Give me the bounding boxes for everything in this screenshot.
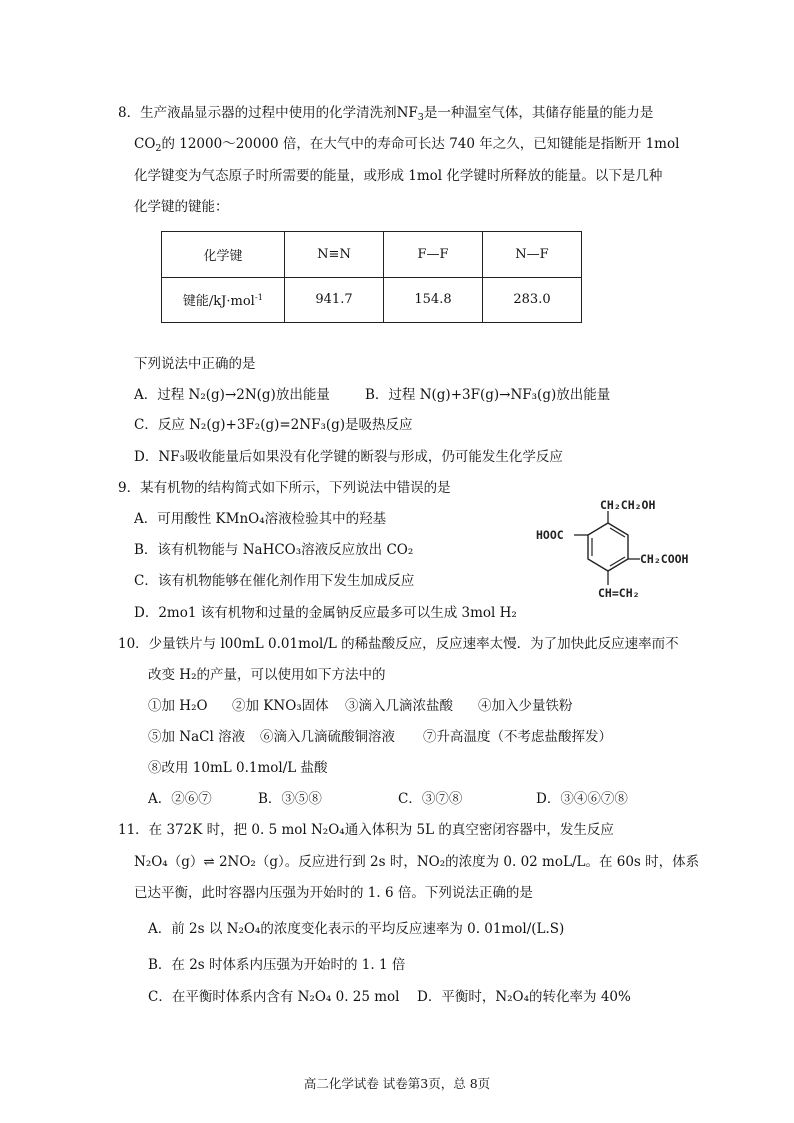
q9-option-d: D．2mo1 该有机物和过量的金属钠反应最多可以生成 3mol H₂ <box>134 605 517 621</box>
q8-option-c: C．反应 N₂(g)+3F₂(g)=2NF₃(g)是吸热反应 <box>134 417 413 433</box>
bond-energy-table <box>161 231 582 323</box>
substituent-top: CH₂CH₂OH <box>600 498 656 512</box>
q10-method-2: ②加 KNO₃固体 <box>232 698 329 714</box>
substituent-right: CH₂COOH <box>640 552 689 566</box>
q11-option-d: D．平衡时，N₂O₄的转化率为 40% <box>417 989 631 1005</box>
table-header-cell: N—F <box>483 232 582 278</box>
q8-line-4: 化学键的键能： <box>134 199 229 215</box>
q9-option-b: B．该有机物能与 NaHCO₃溶液反应放出 CO₂ <box>134 542 414 558</box>
substituent-bottom: CH=CH₂ <box>598 586 640 600</box>
q10-option-c: C．③⑦⑧ <box>398 791 463 807</box>
q9-option-c: C．该有机物能够在催化剂作用下发生加成反应 <box>134 573 415 589</box>
q11-line-1: 11．在 372K 时，把 0. 5 mol N₂O₄通入体积为 5L 的真空密闭容器中，发生反应 <box>118 822 614 838</box>
q11-option-c: C．在平衡时体系内含有 N₂O₄ 0. 25 mol <box>148 989 400 1005</box>
q11-line-2: N₂O₄（g）⇌ 2NO₂（g）。反应进行到 2s 时，NO₂的浓度为 0. 02 moL/L。在 60s 时，体系 <box>134 854 700 870</box>
q11-option-b: B．在 2s 时体系内压强为开始时的 1. 1 倍 <box>148 957 406 973</box>
q10-option-d: D．③④⑥⑦⑧ <box>536 791 628 807</box>
q8-line-3: 化学键变为气态原子时所需要的能量，或形成 1mol 化学键时所释放的能量。以下是几种 <box>134 168 663 184</box>
q8-prompt: 下列说法中正确的是 <box>134 356 256 372</box>
table-row-label: 键能/kJ·mol$^{-1}$ <box>162 277 285 323</box>
q10-method-1: ①加 H₂O <box>148 698 208 714</box>
q10-line-2: 改变 H₂的产量，可以使用如下方法中的 <box>148 667 386 683</box>
q9-stem: 9．某有机物的结构简式如下所示，下列说法中错误的是 <box>118 480 451 496</box>
table-cell: 283.0 <box>483 277 582 323</box>
table-cell: 941.7 <box>285 277 384 323</box>
page-footer: 高二化学试卷 试卷第3页，总 8页 <box>303 1076 491 1091</box>
q10-method-8: ⑧改用 10mL 0.1mol/L 盐酸 <box>148 760 328 776</box>
q8-line-1: 8．生产液晶显示器的过程中使用的化学清洗剂$NF_3$是一种温室气体，其储存能量的能力是 <box>118 105 654 123</box>
table-row <box>162 232 582 278</box>
table-row <box>162 277 582 323</box>
q11-option-a: A．前 2s 以 N₂O₄的浓度变化表示的平均反应速率为 0. 01mol/(L.S) <box>148 921 565 937</box>
table-header-cell: N≡N <box>285 232 384 278</box>
structural-formula <box>530 495 710 607</box>
table-header-cell: F—F <box>384 232 483 278</box>
benzene-ring <box>588 523 628 571</box>
q10-method-6: ⑥滴入几滴硫酸铜溶液 <box>260 729 395 745</box>
q8-option-d: D．NF₃吸收能量后如果没有化学键的断裂与形成，仍可能发生化学反应 <box>134 449 563 465</box>
q10-option-b: B．③⑤⑧ <box>258 791 322 807</box>
q10-line-1: 10．少量铁片与 l00mL 0.01mol/L 的稀盐酸反应，反应速率太慢．为了加快此反应速率而不 <box>118 636 679 652</box>
q8-option-a: A．过程 N₂(g)→2N(g)放出能量 <box>134 387 330 403</box>
q11-line-3: 已达平衡，此时容器内压强为开始时的 1. 6 倍。下列说法正确的是 <box>134 885 533 901</box>
q10-method-4: ④加入少量铁粉 <box>478 698 573 714</box>
q8-option-b: B．过程 N(g)+3F(g)→NF₃(g)放出能量 <box>365 387 611 403</box>
table-cell: 154.8 <box>384 277 483 323</box>
q10-method-3: ③滴入几滴浓盐酸 <box>345 698 453 714</box>
q9-option-a: A．可用酸性 KMnO₄溶液检验其中的羟基 <box>134 511 387 527</box>
substituent-left: HOOC <box>536 528 564 542</box>
table-header-cell: 化学键 <box>162 232 285 278</box>
q10-option-a: A．②⑥⑦ <box>148 791 212 807</box>
q8-line-2: $CO_2$的 12000～20000 倍，在大气中的寿命可长达 740 年之久，已知键能是指断开 1mol <box>134 136 680 154</box>
q10-method-5: ⑤加 NaCl 溶液 <box>148 729 246 745</box>
q10-method-7: ⑦升高温度（不考虑盐酸挥发） <box>423 729 612 745</box>
